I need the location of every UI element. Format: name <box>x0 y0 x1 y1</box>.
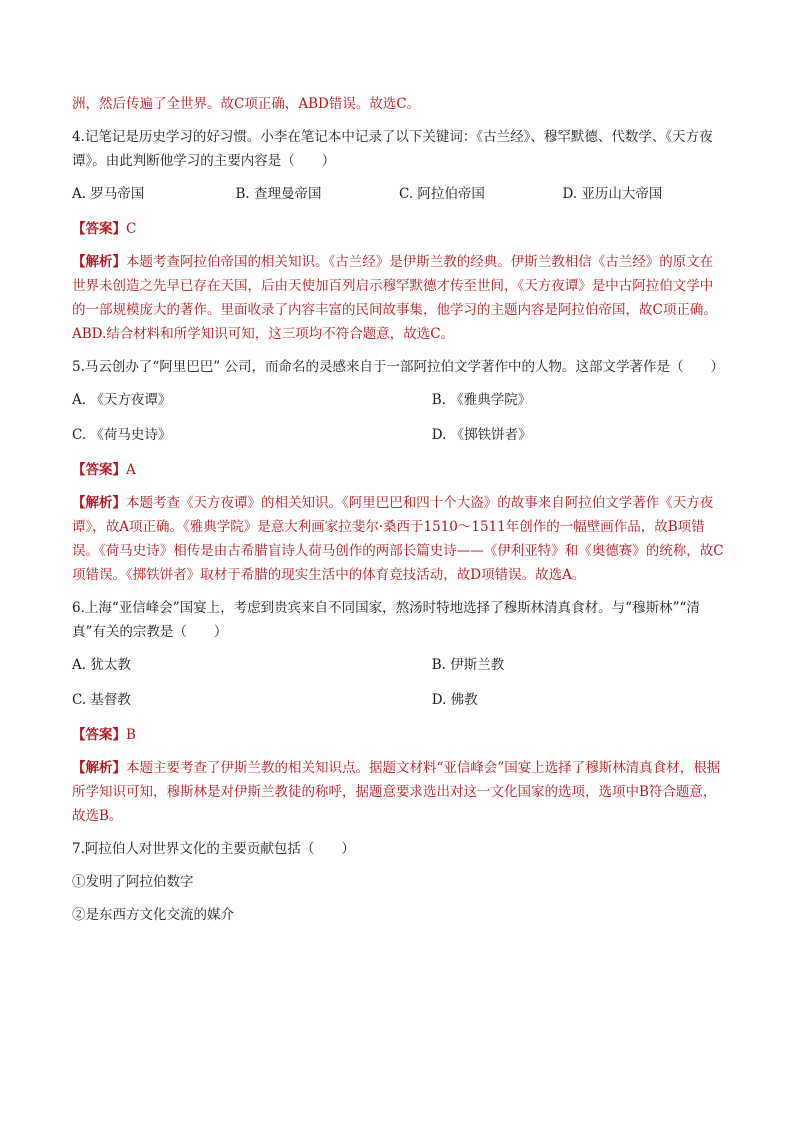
answer-label: 【答案】 <box>72 221 126 237</box>
question-7-item-1: ①发明了阿拉伯数字 <box>72 874 194 890</box>
analysis-text: 本题主要考查了伊斯兰教的相关知识点。据题文材料“亚信峰会”国宴上选择了穆斯林清真食材，根据所学知识可知，穆斯林是对伊斯兰教徒的称呼，据题意要求选出对这一文化国家的选项，选项中B符合题意，故选B。 <box>72 760 721 824</box>
answer-value: A <box>126 462 136 478</box>
question-6-options-row-1 <box>72 653 726 677</box>
q4-option-d: D. 亚历山大帝国 <box>562 186 663 202</box>
question-4-analysis <box>72 250 726 346</box>
document-page <box>72 92 726 936</box>
q6-option-b: B. 伊斯兰教 <box>431 657 505 673</box>
analysis-label: 【解析】 <box>72 495 126 511</box>
question-6-answer <box>72 723 726 747</box>
q4-option-c: C. 阿拉伯帝国 <box>399 186 485 202</box>
question-6-options-row-2 <box>72 688 726 712</box>
question-4-answer <box>72 217 726 241</box>
question-5-options-row-2 <box>72 423 726 447</box>
answer-label: 【答案】 <box>72 462 126 478</box>
analysis-label: 【解析】 <box>72 254 126 270</box>
analysis-text: 本题考查阿拉伯帝国的相关知识。《古兰经》是伊斯兰教的经典。伊斯兰教相信《古兰经》的原文在世界未创造之先早已存在天国，后由天使加百列启示穆罕默德才传至世间，《天方夜谭》是中古阿拉伯文学中的一部规模庞大的著作。里面收录了内容丰富的民间故事集，他学习的主题内容是阿拉伯帝国，故C项正确。ABD.结合材料和所学知识可知，这三项均不符合题意，故选C。 <box>72 254 717 342</box>
q5-option-c: C. 《荷马史诗》 <box>72 427 172 443</box>
q6-option-c: C. 基督教 <box>72 692 131 708</box>
question-7-stem: 7.阿拉伯人对世界文化的主要贡献包括（ ） <box>72 841 355 857</box>
question-5-answer <box>72 458 726 482</box>
answer-value: C <box>126 221 137 237</box>
answer-value: B <box>126 727 136 743</box>
question-5-options-row-1 <box>72 388 726 412</box>
question-5-stem: 5.马云创办了“阿里巴巴” 公司，而命名的灵感来自于一部阿拉伯文学著作中的人物。这部文学著作是（ ） <box>72 359 724 375</box>
q5-option-a: A. 《天方夜谭》 <box>72 392 172 408</box>
question-5-analysis <box>72 491 726 587</box>
q6-option-d: D. 佛教 <box>431 692 478 708</box>
question-6-analysis <box>72 756 726 828</box>
question-4-stem: 4.记笔记是历史学习的好习惯。小李在笔记本中记录了以下关键词：《古兰经》、穆罕默德、代数学、《天方夜谭》。由此判断他学习的主要内容是（ ） <box>72 129 713 169</box>
question-7-item-2: ②是东西方文化交流的媒介 <box>72 907 234 923</box>
q5-option-d: D. 《掷铁饼者》 <box>431 427 532 443</box>
analysis-text: 本题考查《天方夜谭》的相关知识。《阿里巴巴和四十个大盗》的故事来自阿拉伯文学著作《天方夜谭》，故A项正确。《雅典学院》是意大利画家拉斐尔·桑西于1510～1511年创作的一幅壁画作品，故B项错误。《荷马史诗》相传是由古希腊盲诗人荷马创作的两部长篇史诗——《伊利亚特》和《奥德赛》的统称，故C项错误。《掷铁饼者》取材于希腊的现实生活中的体育竞技活动，故D项错误。故选A。 <box>72 495 724 583</box>
question-6-stem: 6.上海“亚信峰会”国宴上，考虑到贵宾来自不同国家，熬汤时特地选择了穆斯林清真食材。与“穆斯林”“清真”有关的宗教是（ ） <box>72 600 700 640</box>
answer-label: 【答案】 <box>72 727 126 743</box>
q4-option-b: B. 查理曼帝国 <box>235 186 322 202</box>
previous-analysis-continuation: 洲，然后传遍了全世界。故C项正确，ABD错误。故选C。 <box>72 96 421 112</box>
q6-option-a: A. 犹太教 <box>72 657 131 673</box>
q5-option-b: B. 《雅典学院》 <box>431 392 532 408</box>
analysis-label: 【解析】 <box>72 760 126 776</box>
q4-option-a: A. 罗马帝国 <box>72 186 145 202</box>
question-4-options <box>72 182 726 206</box>
